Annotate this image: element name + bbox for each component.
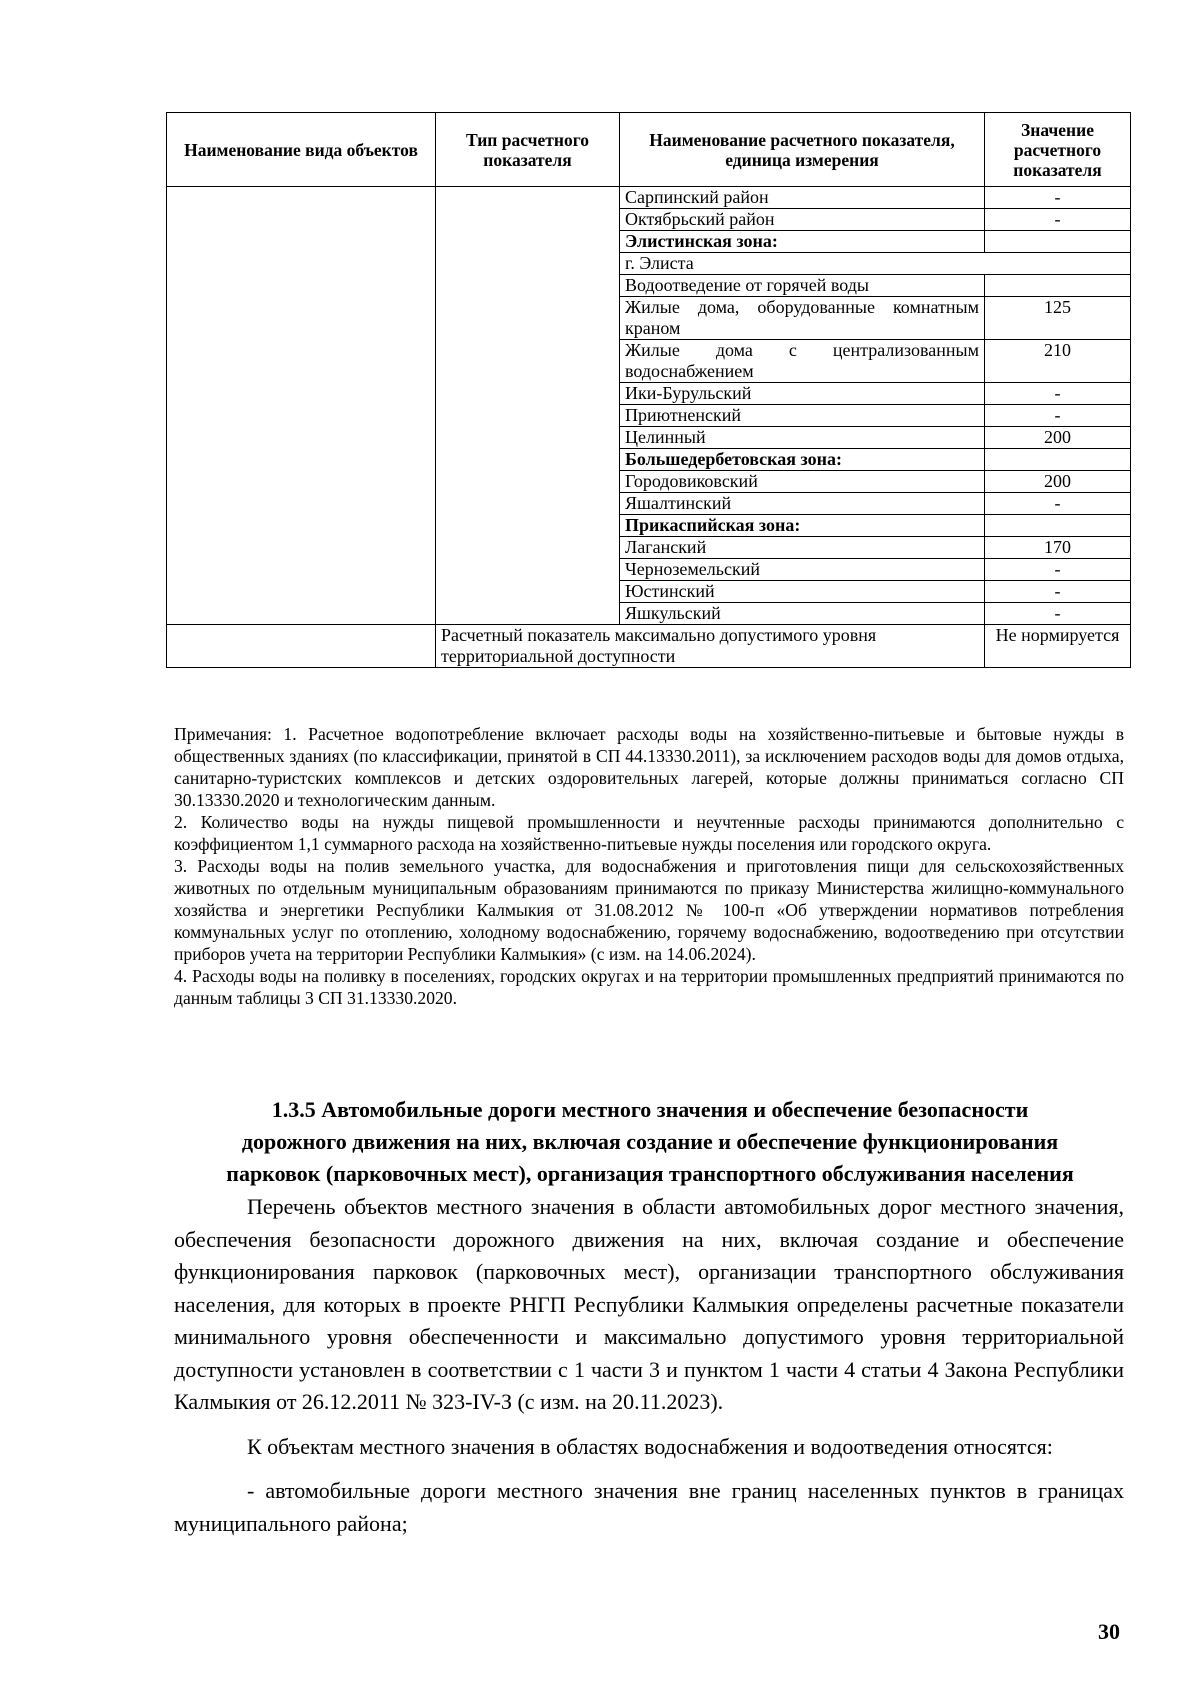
row-name: г. Элиста: [620, 253, 1131, 275]
header-object-type: Наименование вида объектов: [167, 113, 436, 187]
row-name: Городовиковский: [620, 471, 985, 493]
row-value: 200: [985, 427, 1131, 449]
row-value: -: [985, 405, 1131, 427]
empty-cell: [167, 625, 436, 668]
table-notes: [174, 723, 1124, 1009]
header-indicator-value: Значение расчетного показателя: [985, 113, 1131, 187]
header-indicator-type: Тип расчетного показателя: [436, 113, 620, 187]
zone-name: Большедербетовская зона:: [620, 449, 985, 471]
row-value: 170: [985, 537, 1131, 559]
row-name: Водоотведение от горячей воды: [620, 275, 985, 297]
note-4: 4. Расходы воды на поливку в поселениях, городских округах и на территории промышленных предприятий принимаются по данным таблицы 3 СП 31.13330.2020.: [174, 966, 1124, 1008]
body-text: [174, 1191, 1124, 1540]
note-1: Примечания: 1. Расчетное водопотребление включает расходы воды на хозяйственно-питьевые и бытовые нужды в общественных зданиях (по классификации, принятой в СП 44.13330.2011), за исключением расходов воды для домов отдыха, санитарно-туристских комплексов и детских оздоровительных лагерей, которые должны приниматься согласно СП 30.13330.2020 и технологическим данным.: [174, 724, 1124, 810]
row-value: -: [985, 383, 1131, 405]
paragraph: - автомобильные дороги местного значения вне границ населенных пунктов в границах муниципального района;: [174, 1478, 1124, 1536]
table-row: [167, 187, 1131, 209]
row-value: [985, 231, 1131, 253]
row-name: Жилые дома с централизованным водоснабжением: [620, 340, 985, 383]
page-number: 30: [1098, 1619, 1120, 1644]
zone-name: Прикаспийская зона:: [620, 515, 985, 537]
section-heading: [160, 1094, 1140, 1190]
table-header-row: [167, 113, 1131, 187]
row-name: Яшалтинский: [620, 493, 985, 515]
zone-name: Элистинская зона:: [620, 231, 985, 253]
row-name: Черноземельский: [620, 559, 985, 581]
note-3: 3. Расходы воды на полив земельного участка, для водоснабжения и приготовления пищи для сельскохозяйственных животных по отдельным муниципальным образованиям принимаются по приказу Министерства жилищно-коммунального хозяйства и энергетики Республики Калмыкия от 31.08.2012 № 100-п «Об утверждении нормативов потребления коммунальных услуг по отоплению, холодному водоснабжению, горячему водоснабжению, водоотведению при отсутствии приборов учета на территории Республики Калмыкия» (с изм. на 14.06.2024).: [174, 856, 1124, 964]
row-value: 125: [985, 297, 1131, 340]
row-value: [985, 449, 1131, 471]
max-access-label: Расчетный показатель максимально допустимого уровня территориальной доступности: [436, 625, 985, 668]
row-name: Целинный: [620, 427, 985, 449]
row-value: -: [985, 559, 1131, 581]
row-value: 200: [985, 471, 1131, 493]
row-value: -: [985, 603, 1131, 625]
row-name: Лаганский: [620, 537, 985, 559]
row-value: -: [985, 581, 1131, 603]
row-value: -: [985, 209, 1131, 231]
paragraph: К объектам местного значения в областях водоснабжения и водоотведения относятся:: [247, 1433, 1053, 1459]
header-indicator-name: Наименование расчетного показателя, единица измерения: [620, 113, 985, 187]
row-name: Октябрьский район: [620, 209, 985, 231]
paragraph: Перечень объектов местного значения в области автомобильных дорог местного значения, обеспечения безопасности дорожного движения на них, включая создание и обеспечение функционирования парковок (парковочных мест), организации транспортного обслуживания населения, для которых в проекте РНГП Республики Калмыкия определены расчетные показатели минимального уровня обеспеченности и максимально допустимого уровня территориальной доступности установлен в соответствии с 1 части 3 и пунктом 1 части 4 статьи 4 Закона Республики Калмыкия от 26.12.2011 № 323-IV-З (с изм. на 20.11.2023).: [174, 1194, 1124, 1414]
norms-table: [166, 112, 1131, 668]
row-value: -: [985, 187, 1131, 209]
row-name: Приютненский: [620, 405, 985, 427]
row-value: [985, 275, 1131, 297]
note-2: 2. Количество воды на нужды пищевой промышленности и неучтенные расходы принимаются дополнительно с коэффициентом 1,1 суммарного расхода на хозяйственно-питьевые нужды поселения или городского округа.: [174, 812, 1124, 854]
row-name: Ики-Бурульский: [620, 383, 985, 405]
heading-line: парковок (парковочных мест), организация транспортного обслуживания населения: [226, 1161, 1074, 1186]
row-value: [985, 515, 1131, 537]
indicator-type-cell: [436, 187, 620, 625]
row-name: Юстинский: [620, 581, 985, 603]
object-type-cell: [167, 187, 436, 625]
table-row-max-access: [167, 625, 1131, 668]
row-name: Сарпинский район: [620, 187, 985, 209]
row-value: -: [985, 493, 1131, 515]
row-value: 210: [985, 340, 1131, 383]
heading-line: дорожного движения на них, включая создание и обеспечение функционирования: [241, 1129, 1059, 1154]
max-access-value: Не нормируется: [985, 625, 1131, 668]
row-name: Жилые дома, оборудованные комнатным краном: [620, 297, 985, 340]
heading-line: 1.3.5 Автомобильные дороги местного значения и обеспечение безопасности: [271, 1097, 1029, 1122]
row-name: Яшкульский: [620, 603, 985, 625]
